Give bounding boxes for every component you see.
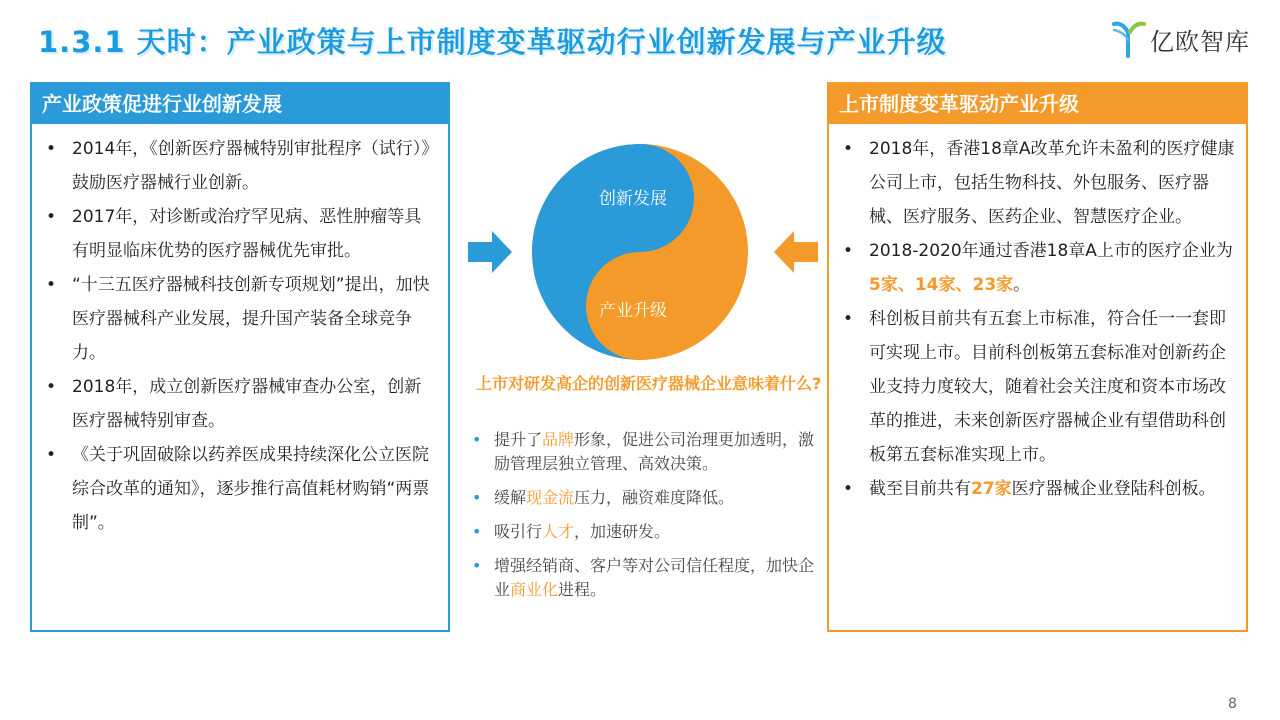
bullet-icon: • (45, 377, 57, 397)
list-item: • “十三五医疗器械科技创新专项规划”提出，加快医疗器械科产业发展，提升国产装备全球竞争力。 (40, 268, 438, 370)
list-item: • 吸引行人才，加速研发。 (466, 520, 822, 544)
innovation-label: 创新发展 (599, 189, 667, 209)
bullet-icon: • (45, 139, 57, 159)
listing-question: 上市对研发高企的创新医疗器械企业意味着什么? (476, 374, 822, 393)
highlight-text: 商业化 (510, 580, 559, 599)
list-item: • 2018年，香港18章A改革允许未盈利的医疗健康公司上市，包括生物科技、外包服务、医疗器械、医疗服务、医药企业、智慧医疗企业。 (837, 132, 1238, 234)
bullet-icon: • (472, 488, 482, 507)
logo (1112, 20, 1252, 60)
list-item: • 缓解现金流压力，融资难度降低。 (466, 486, 822, 510)
policy-list (32, 124, 448, 540)
bullet-icon: • (45, 207, 57, 227)
list-item: • 截至目前共有27家医疗器械企业登陆科创板。 (837, 472, 1238, 506)
highlight-text: 现金流 (526, 488, 575, 507)
logo-text: 亿欧智库 (1150, 28, 1250, 56)
listing-reform-list (829, 124, 1246, 506)
page-number: 8 (1228, 696, 1237, 712)
page-title: 1.3.1 天时：产业政策与上市制度变革驱动行业创新发展与产业升级 (38, 25, 947, 59)
bullet-icon: • (45, 275, 57, 295)
bullet-icon: • (472, 430, 482, 449)
yinyang-diagram (531, 143, 749, 361)
logo-mark-icon (1112, 20, 1146, 58)
listing-reform-panel-header: 上市制度变革驱动产业升级 (829, 84, 1246, 124)
list-item: • 科创板目前共有五套上市标准，符合任一一套即可实现上市。目前科创板第五套标准对创新药企业支持力度较大，随着社会关注度和资本市场改革的推进，未来创新医疗器械企业有望借助科创板第五套标准实现上市。 (837, 302, 1238, 472)
policy-panel-header: 产业政策促进行业创新发展 (32, 84, 448, 124)
policy-panel (30, 82, 450, 632)
arrow-left-icon (772, 229, 820, 275)
listing-reform-panel (827, 82, 1248, 632)
bullet-icon: • (842, 479, 854, 499)
arrow-right-icon (466, 229, 514, 275)
list-item: • 提升了品牌形象，促进公司治理更加透明，激励管理层独立管理、高效决策。 (472, 430, 815, 473)
upgrade-label: 产业升级 (599, 301, 667, 321)
bullet-icon: • (842, 139, 854, 159)
highlight-text: 人才 (542, 522, 575, 541)
bullet-icon: • (842, 309, 854, 329)
list-item: • 2018-2020年通过香港18章A上市的医疗企业为5家、14家、23家。 (837, 234, 1238, 302)
highlight-text: 品牌 (542, 430, 575, 449)
bullet-icon: • (472, 522, 482, 541)
list-item: • 《关于巩固破除以药养医成果持续深化公立医院综合改革的通知》，逐步推行高值耗材购销“两票制”。 (40, 438, 438, 540)
highlight-text: 27家 (971, 479, 1012, 499)
bullet-icon: • (842, 241, 854, 261)
listing-benefits-list (466, 428, 822, 612)
list-item: • 2018年，成立创新医疗器械审查办公室，创新医疗器械特别审查。 (40, 370, 438, 438)
list-item: • 2017年，对诊断或治疗罕见病、恶性肿瘤等具有明显临床优势的医疗器械优先审批。 (40, 200, 438, 268)
list-item: • 增强经销商、客户等对公司信任程度，加快企业商业化进程。 (472, 556, 815, 599)
highlight-text: 5家、14家、23家 (869, 275, 1014, 295)
list-item: • 2014年，《创新医疗器械特别审批程序（试行）》鼓励医疗器械行业创新。 (40, 132, 438, 200)
bullet-icon: • (472, 556, 482, 575)
bullet-icon: • (45, 445, 57, 465)
